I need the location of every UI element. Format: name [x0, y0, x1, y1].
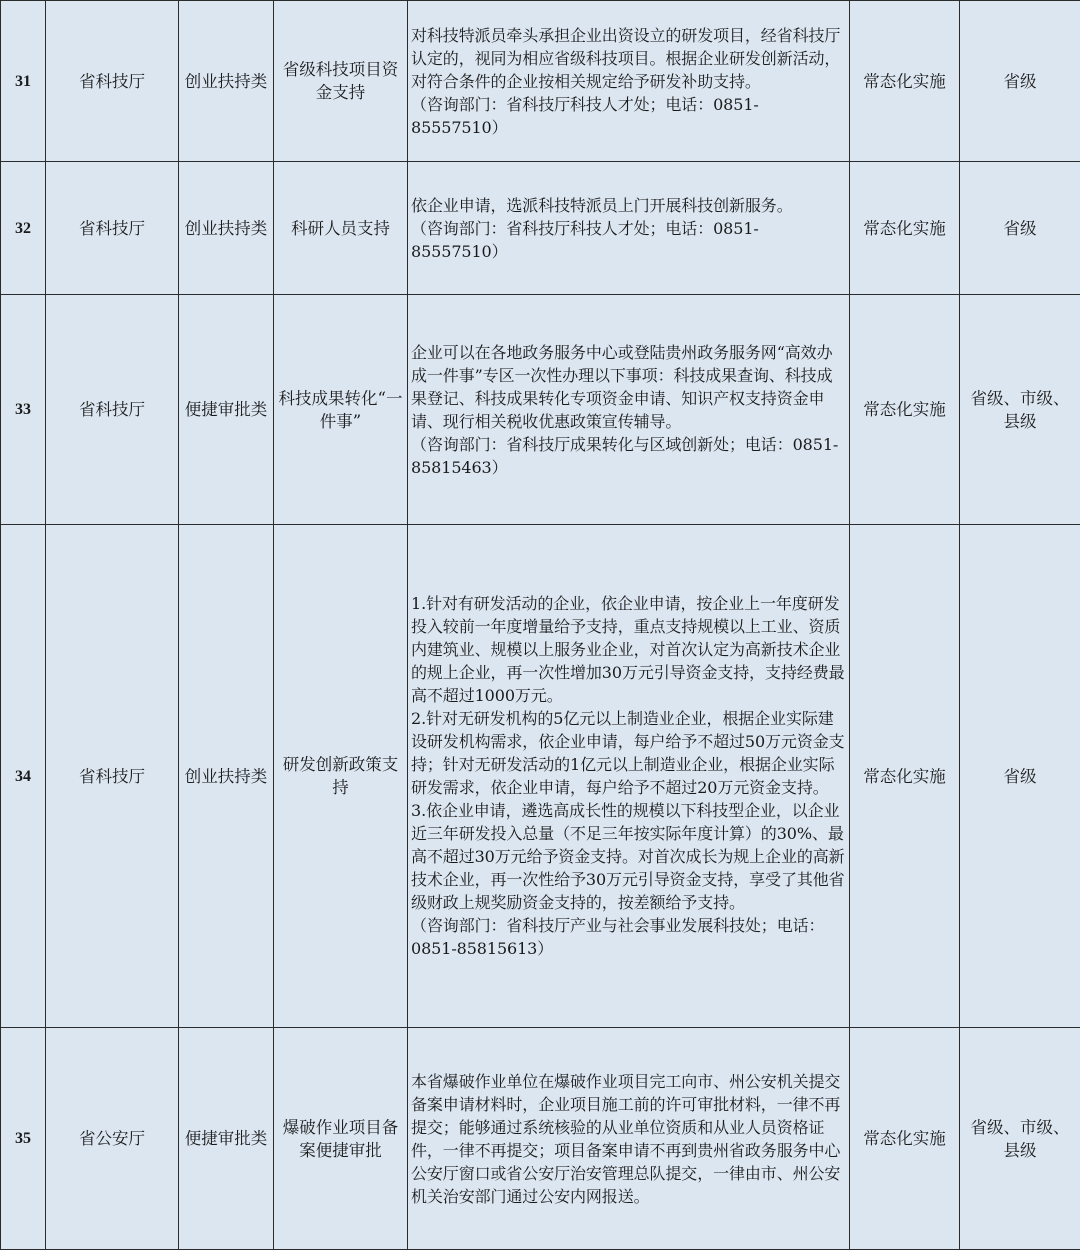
content-cell — [408, 295, 850, 525]
department-cell: 省科技厅 — [46, 295, 179, 525]
category-cell: 创业扶持类 — [179, 525, 274, 1028]
category-cell: 创业扶持类 — [179, 1, 274, 162]
department-cell: 省科技厅 — [46, 525, 179, 1028]
content-paragraph: 对科技特派员牵头承担企业出资设立的研发项目，经省科技厅认定的，视同为相应省级科技项目。根据企业研发创新活动，对符合条件的企业按相关规定给予研发补助支持。 — [411, 25, 841, 91]
category-cell: 便捷审批类 — [179, 1028, 274, 1250]
item-cell: 科技成果转化“一件事” — [274, 295, 408, 525]
table-row — [1, 525, 1080, 1028]
content-paragraph: 2.针对无研发机构的5亿元以上制造业企业，根据企业实际建设研发机构需求，依企业申请，每户给予不超过50万元资金支持；针对无研发活动的1亿元以上制造业企业，根据企业实际研发需求，依企业申请，每户给予不超过20万元资金支持。 — [411, 709, 845, 797]
content-cell — [408, 1, 850, 162]
row-number: 34 — [1, 525, 46, 1028]
item-cell: 省级科技项目资金支持 — [274, 1, 408, 162]
table-row — [1, 1, 1080, 162]
content-cell — [408, 1028, 850, 1250]
table-row — [1, 295, 1080, 525]
level-cell: 省级、市级、县级 — [960, 1028, 1080, 1250]
consult-info: （咨询部门：省科技厅科技人才处；电话：0851-85557510） — [411, 94, 759, 137]
level-cell: 省级 — [960, 162, 1080, 295]
consult-info: （咨询部门：省科技厅产业与社会事业发展科技处；电话：0851-85815613） — [411, 916, 825, 958]
level-cell: 省级 — [960, 1, 1080, 162]
category-cell: 便捷审批类 — [179, 295, 274, 525]
content-cell — [408, 525, 850, 1028]
department-cell: 省科技厅 — [46, 1, 179, 162]
content-paragraph: 1.针对有研发活动的企业，依企业申请，按企业上一年度研发投入较前一年度增量给予支持，重点支持规模以上工业、资质内建筑业、规模以上服务业企业，对首次认定为高新技术企业的规上企业，再一次性增加30万元引导资金支持，支持经费最高不超过1000万元。 — [411, 594, 845, 705]
item-cell: 科研人员支持 — [274, 162, 408, 295]
implementation-mode-cell: 常态化实施 — [850, 162, 960, 295]
consult-info: （咨询部门：省科技厅科技人才处；电话：0851-85557510） — [411, 218, 759, 261]
level-cell: 省级、市级、县级 — [960, 295, 1080, 525]
implementation-mode-cell: 常态化实施 — [850, 295, 960, 525]
row-number: 35 — [1, 1028, 46, 1250]
implementation-mode-cell: 常态化实施 — [850, 1028, 960, 1250]
row-number: 31 — [1, 1, 46, 162]
content-paragraph: 依企业申请，选派科技特派员上门开展科技创新服务。 — [411, 195, 793, 215]
department-cell: 省科技厅 — [46, 162, 179, 295]
item-cell: 爆破作业项目备案便捷审批 — [274, 1028, 408, 1250]
level-cell: 省级 — [960, 525, 1080, 1028]
content-cell — [408, 162, 850, 295]
department-cell: 省公安厅 — [46, 1028, 179, 1250]
consult-info: （咨询部门：省科技厅成果转化与区域创新处；电话：0851-85815463） — [411, 434, 839, 477]
row-number: 33 — [1, 295, 46, 525]
implementation-mode-cell: 常态化实施 — [850, 525, 960, 1028]
content-paragraph: 本省爆破作业单位在爆破作业项目完工向市、州公安机关提交备案申请材料时，企业项目施工前的许可审批材料，一律不再提交；能够通过系统核验的从业单位资质和从业人员资格证件，一律不再提交；项目备案申请不再到贵州省政务服务中心公安厅窗口或省公安厅治安管理总队提交，一律由市、州公安机关治安部门通过公安内网报送。 — [411, 1071, 841, 1206]
item-cell: 研发创新政策支持 — [274, 525, 408, 1028]
category-cell: 创业扶持类 — [179, 162, 274, 295]
table-row — [1, 1028, 1080, 1250]
table-row — [1, 162, 1080, 295]
row-number: 32 — [1, 162, 46, 295]
implementation-mode-cell: 常态化实施 — [850, 1, 960, 162]
content-paragraph: 3.依企业申请，遴选高成长性的规模以下科技型企业，以企业近三年研发投入总量（不足三年按实际年度计算）的30%、最高不超过30万元给予资金支持。对首次成长为规上企业的高新技术企业，再一次性给予30万元引导资金支持，享受了其他省级财政上规奖励资金支持的，按差额给予支持。 — [411, 801, 845, 912]
content-paragraph: 企业可以在各地政务服务中心或登陆贵州政务服务网“高效办成一件事”专区一次性办理以下事项：科技成果查询、科技成果登记、科技成果转化专项资金申请、知识产权支持资金申请、现行相关税收优惠政策宣传辅导。 — [411, 342, 833, 431]
